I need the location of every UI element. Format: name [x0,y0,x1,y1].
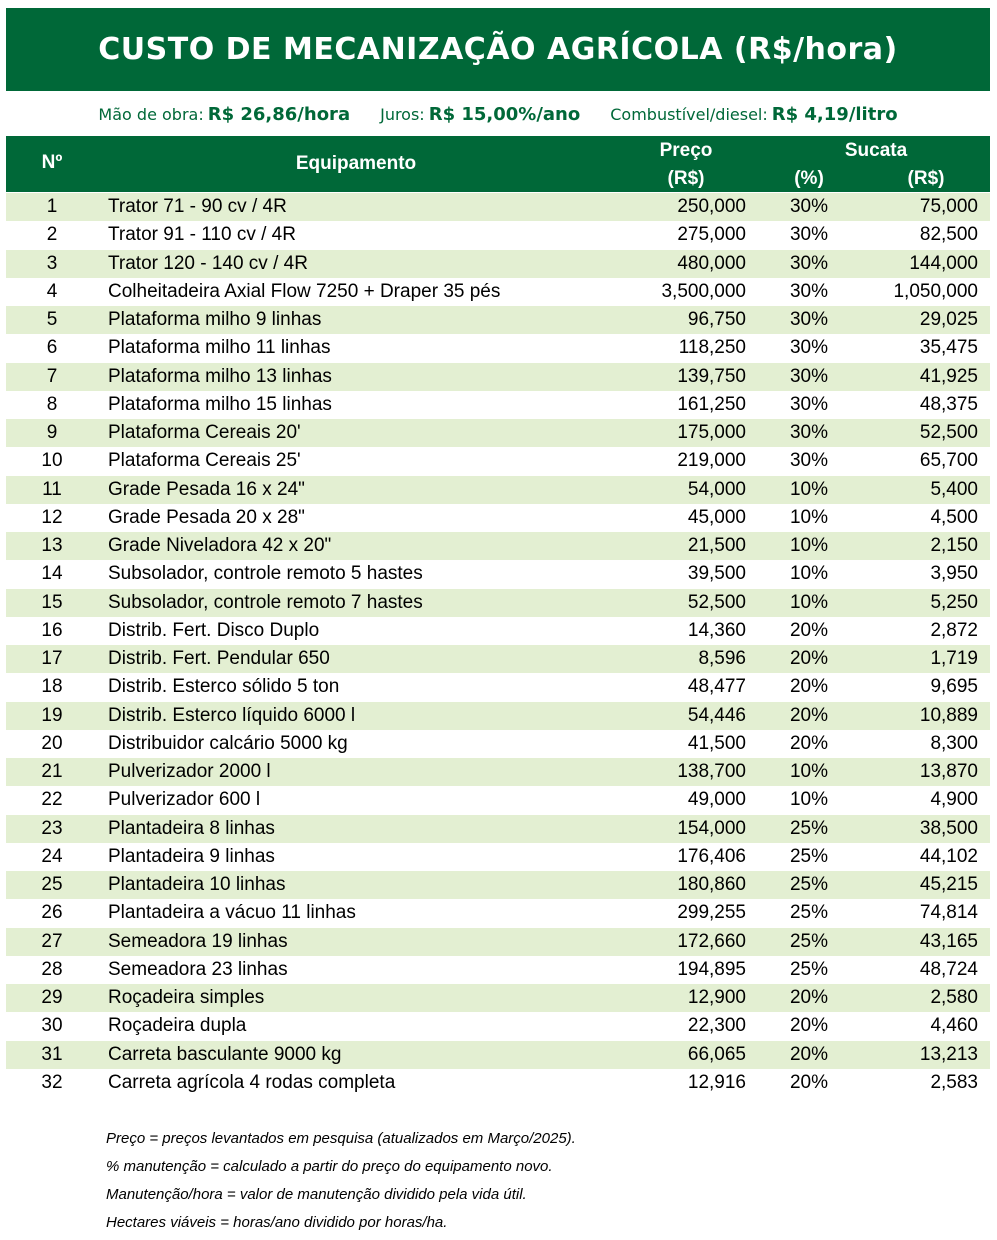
footnote: Hectares viáveis = horas/ano dividido por horas/ha. [106,1214,448,1231]
cell-scrap-value: 4,460 [930,1015,978,1037]
cell-scrap-pct: 10% [789,591,829,613]
cell-scrap-value: 2,872 [930,619,978,641]
cell-scrap-pct: 30% [789,450,829,472]
cell-no: 9 [46,422,58,444]
cell-scrap-value: 74,814 [919,902,978,924]
table-row [6,419,990,447]
cell-scrap-pct: 30% [789,337,829,359]
table-row [6,221,990,249]
cell-scrap-value: 2,583 [930,1071,978,1093]
param-fuel-value: R$ 4,19/litro [771,103,898,125]
cell-equipment: Plataforma Cereais 25' [108,450,301,472]
cell-price: 480,000 [677,252,746,274]
cell-no: 19 [41,704,63,726]
cell-scrap-pct: 20% [789,648,829,670]
table-row [6,984,990,1012]
cell-price: 66,065 [687,1043,746,1065]
cell-price: 219,000 [677,450,746,472]
footnote: % manutenção = calculado a partir do preço do equipamento novo. [106,1158,553,1175]
cell-price: 250,000 [677,196,746,218]
page-title: CUSTO DE MECANIZAÇÃO AGRÍCOLA (R$/hora) [98,32,898,67]
table-row [6,1041,990,1069]
cell-no: 15 [41,591,63,613]
table-row [6,871,990,899]
cell-equipment: Distribuidor calcário 5000 kg [108,732,348,754]
cell-scrap-value: 13,870 [919,761,978,783]
header-no: Nº [41,152,63,173]
cell-price: 14,360 [687,619,746,641]
table-row [6,956,990,984]
cell-scrap-pct: 30% [789,252,829,274]
cell-price: 299,255 [677,902,746,924]
param-interest [380,104,580,125]
param-labor [98,104,350,125]
cell-scrap-pct: 20% [789,676,829,698]
cell-price: 275,000 [677,224,746,246]
header-price: Preço [659,140,713,161]
cell-scrap-pct: 30% [789,280,829,302]
cell-equipment: Plantadeira 8 linhas [108,817,275,839]
cell-scrap-pct: 10% [789,563,829,585]
cell-price: 22,300 [687,1015,746,1037]
cell-price: 12,916 [687,1071,746,1093]
cell-no: 4 [46,280,58,302]
cell-scrap-value: 38,500 [919,817,978,839]
cell-equipment: Plataforma milho 15 linhas [108,393,332,415]
cell-scrap-pct: 30% [789,224,829,246]
header-scrap-pct: (%) [794,168,824,189]
cell-no: 6 [46,337,58,359]
cell-scrap-value: 4,900 [930,789,978,811]
cell-scrap-value: 10,889 [919,704,978,726]
cell-price: 96,750 [687,309,746,331]
cell-scrap-pct: 20% [789,1043,829,1065]
cell-equipment: Grade Pesada 20 x 28" [108,506,305,528]
table-row [6,702,990,730]
cell-scrap-pct: 20% [789,732,829,754]
footnote: Preço = preços levantados em pesquisa (atualizados em Março/2025). [106,1130,576,1147]
cell-scrap-value: 43,165 [919,930,978,952]
header-scrap-value: (R$) [907,168,945,189]
table-row [6,306,990,334]
parameters-line [6,100,990,128]
footnotes [106,1128,576,1240]
cell-no: 1 [46,196,58,218]
cell-equipment: Plantadeira a vácuo 11 linhas [108,902,356,924]
cell-scrap-pct: 10% [789,535,829,557]
table-row [6,815,990,843]
table-row [6,730,990,758]
cell-equipment: Plataforma milho 9 linhas [108,309,322,331]
cell-price: 3,500,000 [661,280,746,302]
cell-no: 24 [41,845,63,867]
cell-no: 2 [46,224,58,246]
cell-no: 13 [41,535,63,557]
cell-equipment: Trator 120 - 140 cv / 4R [108,252,308,274]
cell-scrap-pct: 25% [789,817,829,839]
cell-equipment: Carreta agrícola 4 rodas completa [108,1071,396,1093]
cell-equipment: Roçadeira dupla [108,1015,247,1037]
header-scrap: Sucata [844,140,908,161]
cell-price: 21,500 [687,535,746,557]
cell-scrap-pct: 25% [789,845,829,867]
cell-price: 138,700 [677,761,746,783]
cell-scrap-value: 4,500 [930,506,978,528]
cell-scrap-pct: 20% [789,1071,829,1093]
cell-price: 48,477 [687,676,746,698]
cell-scrap-pct: 10% [789,761,829,783]
param-fuel [610,104,897,125]
cell-scrap-value: 8,300 [930,732,978,754]
cell-price: 176,406 [677,845,746,867]
cell-scrap-pct: 10% [789,789,829,811]
table-row [6,673,990,701]
cell-price: 54,446 [687,704,746,726]
cell-no: 16 [41,619,63,641]
cell-scrap-value: 2,150 [930,535,978,557]
cell-scrap-pct: 20% [789,704,829,726]
cell-price: 139,750 [677,365,746,387]
cell-equipment: Distrib. Fert. Pendular 650 [108,648,330,670]
table-row [6,560,990,588]
table-row [6,504,990,532]
cell-scrap-value: 52,500 [919,422,978,444]
footnote: Manutenção/hora = valor de manutenção dividido pela vida útil. [106,1186,527,1203]
cell-scrap-value: 13,213 [919,1043,978,1065]
cell-price: 154,000 [677,817,746,839]
cell-scrap-value: 48,375 [919,393,978,415]
cell-scrap-pct: 25% [789,874,829,896]
cell-price: 172,660 [677,930,746,952]
cell-price: 39,500 [687,563,746,585]
table-row [6,193,990,221]
cell-no: 5 [46,309,58,331]
cell-scrap-value: 45,215 [919,874,978,896]
cell-no: 21 [41,761,63,783]
title-bar [6,8,990,91]
cell-price: 8,596 [698,648,746,670]
cell-scrap-pct: 10% [789,478,829,500]
cell-scrap-value: 5,250 [930,591,978,613]
cell-equipment: Grade Niveladora 42 x 20" [108,535,332,557]
cell-equipment: Pulverizador 600 l [108,789,261,811]
cell-scrap-pct: 20% [789,619,829,641]
cell-no: 25 [41,874,63,896]
param-interest-label: Juros: [380,104,425,124]
cell-scrap-value: 44,102 [919,845,978,867]
cell-no: 22 [41,789,63,811]
cell-equipment: Plataforma Cereais 20' [108,422,301,444]
cell-scrap-value: 9,695 [930,676,978,698]
cell-equipment: Colheitadeira Axial Flow 7250 + Draper 35 pés [108,280,501,302]
cell-no: 11 [42,478,62,500]
table-row [6,1012,990,1040]
cell-equipment: Semeadora 19 linhas [108,930,288,952]
header-price-unit: (R$) [667,168,705,189]
header-equipment: Equipamento [295,153,417,174]
cell-scrap-value: 1,050,000 [893,280,978,302]
cell-equipment: Plantadeira 9 linhas [108,845,275,867]
table-row [6,645,990,673]
cell-equipment: Trator 71 - 90 cv / 4R [108,196,287,218]
cell-equipment: Plantadeira 10 linhas [108,874,286,896]
cell-scrap-pct: 20% [789,987,829,1009]
table-row [6,334,990,362]
cell-equipment: Plataforma milho 11 linhas [108,337,331,359]
table-row [6,589,990,617]
param-interest-value: R$ 15,00%/ano [428,103,581,125]
table-row [6,447,990,475]
cell-no: 30 [41,1015,63,1037]
cell-price: 54,000 [687,478,746,500]
table-row [6,391,990,419]
cell-price: 180,860 [677,874,746,896]
cell-scrap-value: 65,700 [919,450,978,472]
table-row [6,1069,990,1097]
cell-no: 32 [41,1071,63,1093]
cell-scrap-pct: 30% [789,196,829,218]
cell-scrap-pct: 30% [789,309,829,331]
table-row [6,928,990,956]
cell-scrap-value: 144,000 [909,252,978,274]
cell-scrap-pct: 30% [789,365,829,387]
cell-scrap-value: 3,950 [930,563,978,585]
table-body [6,193,990,1097]
cell-no: 23 [41,817,63,839]
cell-equipment: Roçadeira simples [108,987,265,1009]
cell-scrap-pct: 30% [789,422,829,444]
table-row [6,532,990,560]
cell-equipment: Semeadora 23 linhas [108,958,288,980]
cell-price: 49,000 [687,789,746,811]
param-labor-value: R$ 26,86/hora [207,103,351,125]
cell-equipment: Carreta basculante 9000 kg [108,1043,342,1065]
cell-equipment: Pulverizador 2000 l [108,761,271,783]
cell-price: 161,250 [677,393,746,415]
cell-scrap-value: 35,475 [919,337,978,359]
cell-scrap-pct: 30% [789,393,829,415]
table-row [6,758,990,786]
table-header [6,136,990,192]
cell-no: 12 [41,506,63,528]
cell-no: 27 [41,930,63,952]
cell-no: 18 [41,676,63,698]
cell-no: 14 [41,563,63,585]
cell-no: 29 [41,987,63,1009]
cell-no: 8 [46,393,58,415]
cell-price: 41,500 [687,732,746,754]
table-row [6,250,990,278]
cell-equipment: Distrib. Esterco líquido 6000 l [108,704,356,726]
cell-price: 45,000 [687,506,746,528]
cell-scrap-pct: 10% [789,506,829,528]
cell-price: 118,250 [678,337,746,359]
cell-equipment: Grade Pesada 16 x 24" [108,478,305,500]
cell-scrap-value: 82,500 [919,224,978,246]
cell-scrap-pct: 20% [789,1015,829,1037]
cell-no: 17 [41,648,63,670]
cell-scrap-value: 48,724 [919,958,978,980]
cell-equipment: Distrib. Esterco sólido 5 ton [108,676,340,698]
cell-no: 7 [46,365,58,387]
cell-scrap-value: 41,925 [919,365,978,387]
cell-scrap-pct: 25% [789,958,829,980]
table-row [6,476,990,504]
cell-price: 194,895 [677,958,746,980]
table-row [6,843,990,871]
param-fuel-label: Combustível/diesel: [610,104,768,124]
table-row [6,786,990,814]
cell-no: 26 [41,902,63,924]
cell-equipment: Distrib. Fert. Disco Duplo [108,619,320,641]
cell-scrap-pct: 25% [789,930,829,952]
table-row [6,363,990,391]
cell-scrap-value: 1,719 [930,648,978,670]
cell-scrap-value: 2,580 [930,987,978,1009]
cell-equipment: Plataforma milho 13 linhas [108,365,332,387]
table-row [6,617,990,645]
cell-no: 31 [41,1043,63,1065]
cell-price: 175,000 [677,422,746,444]
table-row [6,278,990,306]
cell-equipment: Subsolador, controle remoto 7 hastes [108,591,423,613]
cell-equipment: Subsolador, controle remoto 5 hastes [108,563,423,585]
cell-scrap-value: 5,400 [930,478,978,500]
cell-scrap-value: 75,000 [919,196,978,218]
cell-price: 52,500 [687,591,746,613]
cell-no: 28 [41,958,63,980]
param-labor-label: Mão de obra: [98,104,204,124]
cell-no: 20 [41,732,63,754]
cell-scrap-pct: 25% [789,902,829,924]
cell-scrap-value: 29,025 [919,309,978,331]
cell-no: 3 [46,252,58,274]
cell-no: 10 [41,450,63,472]
cell-price: 12,900 [687,987,746,1009]
cell-equipment: Trator 91 - 110 cv / 4R [108,224,296,246]
table-row [6,899,990,927]
